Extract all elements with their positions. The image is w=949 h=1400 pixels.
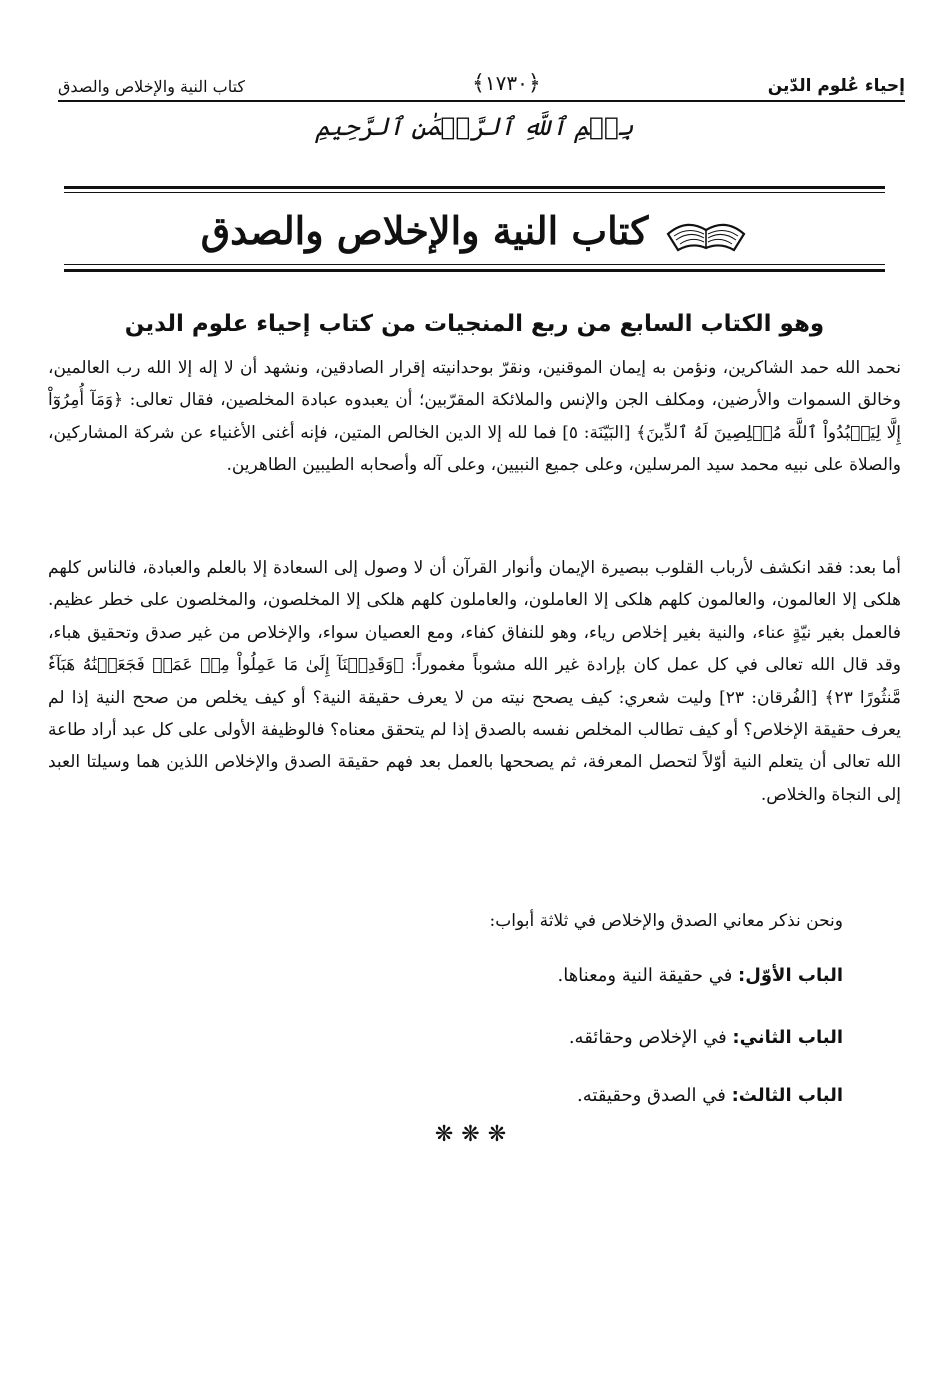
chapter-entry xyxy=(577,1085,843,1106)
book-title: كتاب النية والإخلاص والصدق xyxy=(200,207,649,253)
ornament-divider: ❋❋❋ xyxy=(434,1122,515,1147)
divider xyxy=(64,264,885,265)
running-header xyxy=(58,56,905,102)
paragraph-outline: ونحن نذكر معاني الصدق والإخلاص في ثلاثة أبواب: xyxy=(489,911,843,931)
chapter-text: في الإخلاص وحقائقه. xyxy=(568,1027,733,1048)
chapter-label: الباب الأوّل: xyxy=(738,965,843,986)
book-title-banner xyxy=(64,200,885,260)
chapter-text: في الصدق وحقيقته. xyxy=(577,1085,732,1106)
open-book-icon xyxy=(664,204,748,256)
running-title-book: إحياء عُلوم الدّين xyxy=(767,76,905,96)
basmala: بِسۡمِ ٱللَّهِ ٱلرَّحۡمَٰنِ ٱلرَّحِيمِ xyxy=(315,112,634,141)
paragraph-opening: نحمد الله حمد الشاكرين، ونؤمن به إيمان الموقنين، ونقرّ بوحدانيته إقرار الصادقين، ونشهد أن لا إله إلا الله رب العالمين، وخالق السموات والأرضين، ومكلف الجن والإنس والملائكة المقرّبين؛ أن يعبدوه عبادة المخلصين، فقال تعالى: ﴿وَمَآ أُمِرُوٓاْ إِلَّا لِيَعۡبُدُواْ ٱللَّهَ مُخۡلِصِينَ لَهُ ٱلدِّينَ﴾ [البَيّنَة: ٥] فما لله إلا الدين الخالص المتين، فإنه أغنى الأغنياء عن شركة المشاركين، والصلاة على نبيه محمد سيد المرسلين، وعلى جميع النبيين، وعلى آله وأصحابه الطيبين الطاهرين. xyxy=(48,358,901,476)
book-subtitle: وهو الكتاب السابع من ربع المنجيات من كتاب إحياء علوم الدين xyxy=(124,311,825,337)
divider xyxy=(64,192,885,193)
divider xyxy=(64,269,885,272)
divider xyxy=(64,186,885,189)
page-number: ﴿١٧٣٠﴾ xyxy=(471,71,541,96)
chapter-entry xyxy=(569,1027,843,1048)
chapter-label: الباب الثالث: xyxy=(731,1085,843,1106)
paragraph-introduction: أما بعد: فقد انكشف لأرباب القلوب ببصيرة الإيمان وأنوار القرآن أن لا وصول إلى السعادة إلا بالعلم والعبادة، فالناس كلهم هلكى إلا العالمون، والعالمون كلهم هلكى إلا العاملون، والعاملون كلهم هلكى إلا المخلصون، والمخلصون على خطر عظيم. فالعمل بغير نيّةٍ عناء، والنية بغير إخلاص رياء، وهو للنفاق كفاء، ومع العصيان سواء، والإخلاص من غير صدق وتحقيق هباء، وقد قال الله تعالى في كل عمل كان بإرادة غير الله مشوباً مغموراً: ﴿وَقَدِمۡنَآ إِلَىٰ مَا عَمِلُواْ مِنۡ عَمَلٖ فَجَعَلۡنَٰهُ هَبَآءٗ مَّنثُورًا ٢٣﴾ [الفُرقان: ٢٣] وليت شعري: كيف يصحح نيته من لا يعرف حقيقة النية؟ أو كيف يخلص من صحح النية إذا لم يعرف حقيقة الإخلاص؟ أو كيف تطالب المخلص نفسه بالصدق إذا لم يتحقق معناه؟ فالوظيفة الأولى على كل عبد أراد طاعة الله تعالى أن يتعلم النية أوّلاً لتحصل المعرفة، ثم يصححها بالعمل بعد فهم حقيقة الصدق والإخلاص اللذين هما وسيلتا العبد إلى النجاة والخلاص. xyxy=(48,558,901,805)
running-title-chapter: كتاب النية والإخلاص والصدق xyxy=(58,77,246,96)
chapter-entry xyxy=(557,965,843,986)
chapter-label: الباب الثاني: xyxy=(732,1027,843,1048)
chapter-text: في حقيقة النية ومعناها. xyxy=(557,965,739,986)
